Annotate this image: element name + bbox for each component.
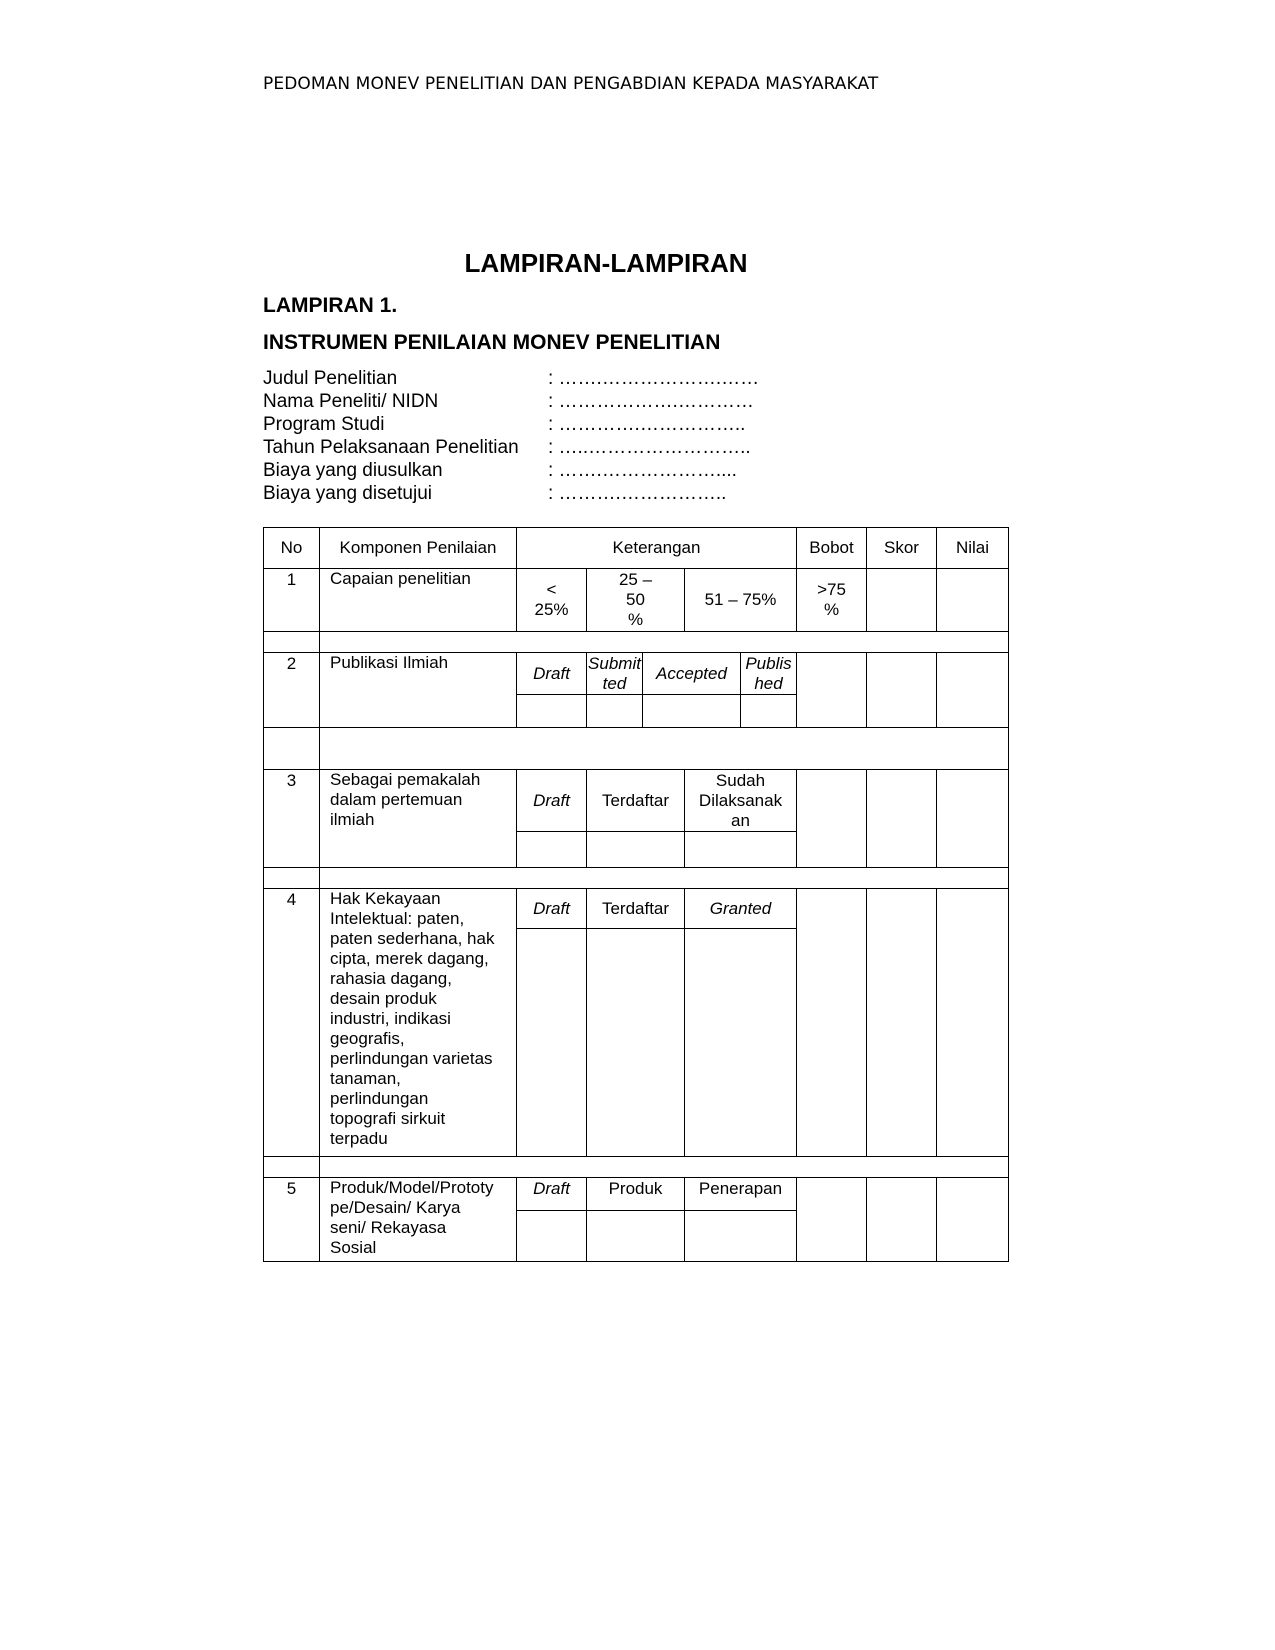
header-value: Nilai: [937, 528, 1009, 569]
value-cell: [937, 889, 1009, 1157]
field-value-judul: : …….……………….……: [548, 368, 760, 389]
table-header-row: [264, 528, 1009, 569]
weight-cell: [797, 770, 867, 868]
weight-cell: [797, 653, 867, 728]
option-terdaftar: Terdaftar: [587, 770, 685, 832]
option-produk: Produk: [587, 1178, 685, 1211]
field-label-nama: Nama Peneliti/ NIDN: [263, 391, 439, 412]
table-row: [264, 1178, 1009, 1211]
field-value-tahun: : …..……………………..: [548, 437, 751, 458]
option-terdaftar: Terdaftar: [587, 889, 685, 929]
row-number: 2: [264, 653, 320, 728]
table-row: [264, 889, 1009, 929]
score-cell: [867, 653, 937, 728]
field-label-judul: Judul Penelitian: [263, 368, 398, 389]
value-cell: [937, 770, 1009, 868]
field-label-biaya-setuju: Biaya yang disetujui: [263, 483, 432, 504]
table-row: [264, 653, 1009, 695]
instrument-title: INSTRUMEN PENILAIAN MONEV PENELITIAN: [263, 331, 721, 354]
option-draft: Draft: [517, 1178, 587, 1211]
component-cell: Capaian penelitian: [320, 569, 517, 632]
field-label-biaya-usul: Biaya yang diusulkan: [263, 460, 443, 481]
component-cell: Hak Kekayaan Intelektual: paten, paten sederhana, hak cipta, merek dagang, rahasia dagang, desain produk industri, indikasi geografis, perlindungan varietas tanaman, perlindungan topografi sirkuit terpadu: [320, 889, 517, 1157]
field-value-prodi: : ………….……………..: [548, 414, 746, 435]
assessment-table: [263, 527, 1009, 1262]
component-cell: Sebagai pemakalah dalam pertemuan ilmiah: [320, 770, 517, 868]
table-row: [264, 569, 1009, 632]
page-title: LAMPIRAN-LAMPIRAN: [464, 248, 748, 278]
option-penerapan: Penerapan: [685, 1178, 797, 1211]
field-value-biaya-setuju: : ……….……………..: [548, 483, 727, 504]
option-published: Publis hed: [741, 653, 797, 695]
table-spacer-row: [264, 868, 1009, 889]
option-draft: Draft: [517, 770, 587, 832]
option-lt25: < 25%: [517, 569, 587, 632]
option-25-50: 25 – 50 %: [587, 569, 685, 632]
component-cell: Produk/Model/Prototy pe/Desain/ Karya seni/ Rekayasa Sosial: [320, 1178, 517, 1262]
table-spacer-row: [264, 728, 1009, 770]
option-sudah-dilaksanakan: Sudah Dilaksanak an: [685, 770, 797, 832]
score-cell: [867, 889, 937, 1157]
row-number: 1: [264, 569, 320, 632]
row-number: 4: [264, 889, 320, 1157]
header-description: Keterangan: [517, 528, 797, 569]
field-value-biaya-usul: : …….………………....: [548, 460, 737, 481]
table-row: [264, 770, 1009, 832]
weight-cell: [797, 1178, 867, 1262]
table-spacer-row: [264, 1157, 1009, 1178]
appendix-label: LAMPIRAN 1.: [263, 294, 398, 317]
table-spacer-row: [264, 632, 1009, 653]
option-submitted: Submit ted: [588, 653, 641, 693]
value-cell: [937, 1178, 1009, 1262]
header-no: No: [264, 528, 320, 569]
row-number: 5: [264, 1178, 320, 1262]
option-draft: Draft: [517, 653, 587, 695]
field-label-prodi: Program Studi: [263, 414, 385, 435]
value-cell: [937, 569, 1009, 632]
component-cell: Publikasi Ilmiah: [320, 653, 517, 728]
option-draft: Draft: [517, 889, 587, 929]
option-granted: Granted: [685, 889, 797, 929]
score-cell: [867, 569, 937, 632]
header-component: Komponen Penilaian: [320, 528, 517, 569]
field-value-nama: : ……………….…………: [548, 391, 754, 412]
option-gt75: >75 %: [797, 569, 867, 632]
field-label-tahun: Tahun Pelaksanaan Penelitian: [263, 437, 519, 458]
score-cell: [867, 1178, 937, 1262]
option-accepted: Accepted: [643, 653, 741, 695]
header-score: Skor: [867, 528, 937, 569]
header-weight: Bobot: [797, 528, 867, 569]
value-cell: [937, 653, 1009, 728]
row-number: 3: [264, 770, 320, 868]
running-header: PEDOMAN MONEV PENELITIAN DAN PENGABDIAN KEPADA MASYARAKAT: [263, 74, 879, 94]
option-51-75: 51 – 75%: [685, 569, 797, 632]
weight-cell: [797, 889, 867, 1157]
score-cell: [867, 770, 937, 868]
